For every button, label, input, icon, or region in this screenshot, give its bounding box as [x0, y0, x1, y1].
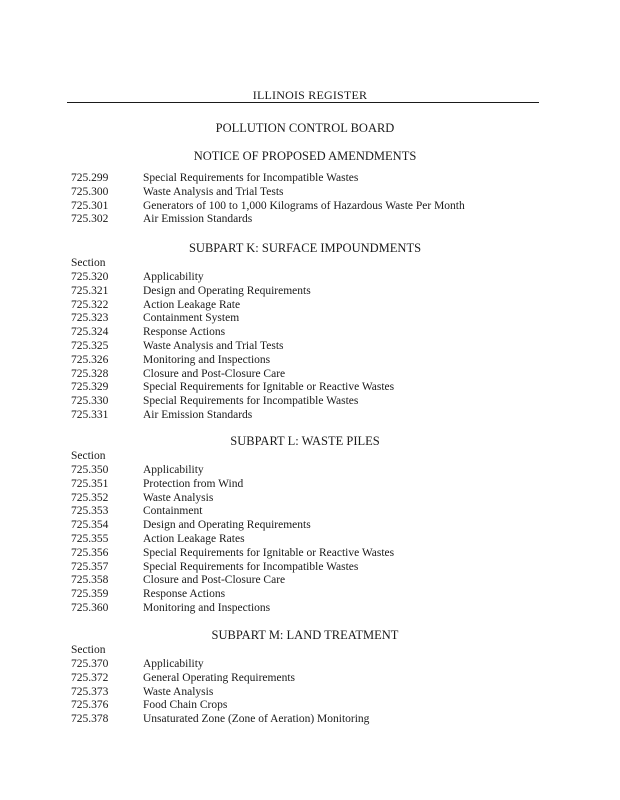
section-number: 725.360 [71, 602, 109, 614]
section-title: Special Requirements for Incompatible Wastes [143, 172, 359, 184]
section-title: Protection from Wind [143, 477, 244, 490]
section-number: 725.322 [71, 298, 109, 311]
section-number: 725.352 [71, 491, 109, 504]
section-number: 725.353 [71, 505, 109, 518]
section-title: Special Requirements for Incompatible Wastes [143, 560, 359, 573]
section-title: General Operating Requirements [143, 671, 295, 684]
header-rule [67, 102, 539, 103]
toc-row [71, 464, 204, 478]
section-number: 725.370 [71, 658, 109, 670]
section-title: Special Requirements for Ignitable or Reactive Wastes [143, 381, 395, 394]
section-number: 725.324 [71, 326, 109, 339]
toc-row [71, 368, 285, 382]
section-title: Special Requirements for Ignitable or Reactive Wastes [143, 546, 395, 559]
section-number: 725.378 [71, 713, 109, 726]
section-number: 725.331 [71, 409, 109, 421]
toc-row [71, 713, 369, 727]
section-title: Food Chain Crops [143, 699, 228, 712]
toc-row [71, 602, 270, 616]
register-header: ILLINOIS REGISTER [252, 88, 368, 102]
toc-row [71, 312, 239, 326]
section-number: 725.330 [71, 395, 109, 408]
toc-row [71, 340, 284, 354]
toc-row [71, 354, 270, 368]
section-number: 725.328 [71, 367, 109, 380]
board-title: POLLUTION CONTROL BOARD [215, 121, 395, 135]
section-title: Waste Analysis [143, 491, 214, 504]
subpart-heading: SUBPART M: LAND TREATMENT [211, 628, 399, 642]
section-title: Waste Analysis and Trial Tests [143, 340, 284, 352]
section-number: 725.359 [71, 588, 109, 601]
section-title: Design and Operating Requirements [143, 284, 311, 297]
section-number: 725.323 [71, 312, 109, 325]
toc-row [71, 672, 295, 686]
section-title: Containment System [143, 312, 240, 325]
section-title: Applicability [143, 658, 204, 670]
section-number: 725.356 [71, 546, 109, 559]
section-title: Closure and Post-Closure Care [143, 367, 286, 380]
section-number: 725.373 [71, 685, 109, 698]
toc-row [71, 519, 311, 533]
section-title: Action Leakage Rate [143, 298, 241, 311]
section-number: 725.354 [71, 519, 109, 532]
notice-title: NOTICE OF PROPOSED AMENDMENTS [193, 149, 417, 163]
section-column-label: Section [71, 257, 106, 269]
section-title: Containment [143, 505, 203, 518]
section-title: Generators of 100 to 1,000 Kilograms of Hazardous Waste Per Month [143, 199, 465, 212]
section-title: Response Actions [143, 588, 226, 601]
toc-row [71, 658, 204, 672]
section-title: Air Emission Standards [143, 409, 253, 421]
toc-row [71, 505, 202, 519]
section-number: 725.351 [71, 477, 109, 490]
section-title: Applicability [143, 271, 204, 283]
section-title: Air Emission Standards [143, 213, 253, 226]
toc-row [71, 213, 252, 227]
section-number: 725.325 [71, 340, 109, 352]
section-number: 725.326 [71, 353, 109, 366]
toc-row [71, 271, 204, 285]
section-number: 725.358 [71, 574, 109, 587]
section-title: Applicability [143, 464, 204, 476]
toc-row [71, 478, 243, 492]
toc-row [71, 200, 465, 214]
section-number: 725.301 [71, 199, 109, 212]
section-title: Closure and Post-Closure Care [143, 574, 286, 587]
section-number: 725.320 [71, 271, 109, 283]
toc-row [71, 299, 240, 313]
section-number: 725.355 [71, 533, 109, 545]
toc-row [71, 533, 245, 547]
section-title: Response Actions [143, 326, 226, 339]
section-number: 725.376 [71, 699, 109, 712]
section-title: Action Leakage Rates [143, 533, 245, 545]
toc-row [71, 381, 394, 395]
section-number: 725.350 [71, 464, 109, 476]
toc-row [71, 574, 285, 588]
subpart-heading: SUBPART L: WASTE PILES [230, 434, 380, 448]
toc-row [71, 699, 227, 713]
section-title: Design and Operating Requirements [143, 519, 311, 532]
toc-row [71, 326, 225, 340]
section-title: Waste Analysis [143, 685, 214, 698]
section-column-label: Section [71, 644, 106, 656]
toc-row [71, 285, 311, 299]
section-column-label: Section [71, 450, 106, 462]
section-title: Waste Analysis and Trial Tests [143, 185, 284, 198]
toc-row [71, 186, 284, 200]
toc-row [71, 395, 358, 409]
section-number: 725.299 [71, 172, 109, 184]
section-number: 725.302 [71, 213, 109, 226]
section-title: Monitoring and Inspections [143, 602, 271, 614]
section-title: Unsaturated Zone (Zone of Aeration) Monitoring [143, 713, 370, 726]
section-number: 725.329 [71, 381, 109, 394]
section-number: 725.357 [71, 560, 109, 573]
section-number: 725.300 [71, 185, 109, 198]
toc-row [71, 172, 358, 186]
subpart-heading: SUBPART K: SURFACE IMPOUNDMENTS [188, 241, 422, 255]
section-title: Special Requirements for Incompatible Wastes [143, 395, 359, 408]
toc-row [71, 588, 225, 602]
section-number: 725.372 [71, 671, 109, 684]
toc-row [71, 686, 213, 700]
toc-row [71, 561, 358, 575]
toc-row [71, 492, 213, 506]
toc-row [71, 547, 394, 561]
section-title: Monitoring and Inspections [143, 353, 271, 366]
section-number: 725.321 [71, 284, 109, 297]
toc-row [71, 409, 252, 423]
